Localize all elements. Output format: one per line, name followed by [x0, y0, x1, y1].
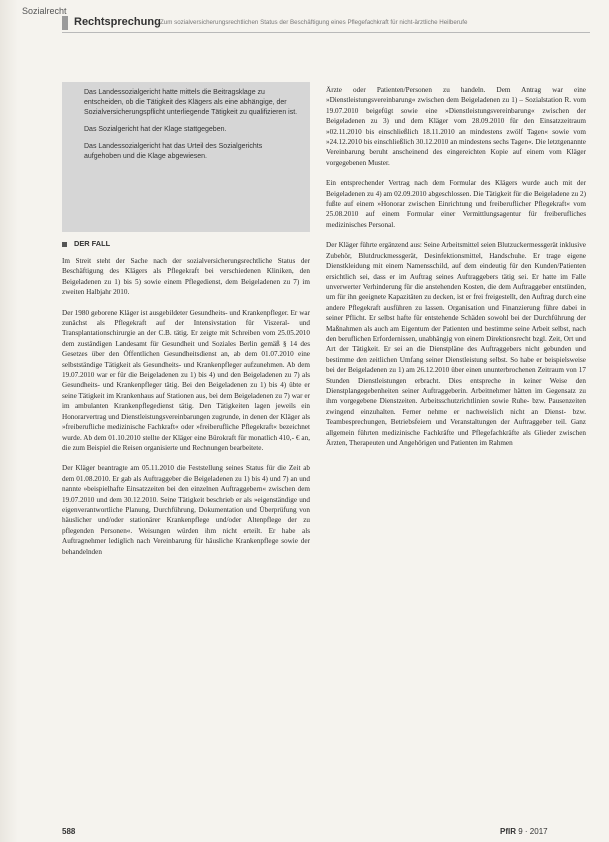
body-paragraph: Ärzte oder Patienten/Personen zu handeln. Dem Antrag war eine »Dienstleistungsvereinbarung« zwischen dem Beigeladenen zu 1) – Sozialstation R. vom 19.07.2010 beigefügt sowie eine »Dienstleistungsvereinbarung« zwischen der Beigeladenen zu 3) und dem Kläger vom 28.09.2010 für den Einsatzzeitraum »02.11.2010 bis einschließlich 18.11.2010 an mindestens zwölf Tagen« sowie vom »24.12.2010 bis einschließlich 30.12.2010 an mindestens sechs Tagen«. Die letztgenannte Vereinbarung beruht anscheinend des eingereichten Kopie auf einem vom Kläger vorgegebenen Muster.: [326, 86, 586, 167]
header-marker: [62, 16, 68, 30]
summary-box: [62, 82, 310, 232]
section-heading-text: DER FALL: [74, 239, 111, 248]
summary-paragraph: Das Landessozialgericht hatte mittels die Beitragsklage zu entscheiden, ob die Tätigkeit des Klägers als eine abhängige, der Sozialversicherungspflicht unterliegende Tätigkeit zu qualifizieren ist.: [84, 89, 298, 116]
section-label: Sozialrecht: [22, 6, 67, 16]
page-number: 588: [62, 827, 76, 836]
left-column: [62, 256, 310, 567]
body-paragraph: Im Streit steht der Sache nach der sozialversicherungsrechtliche Status der Beschäftigung des Klägers als Pflegekraft bei verschiedenen Kliniken, den Beigeladenen zu 1) bis 5) sowie einem Pflegedienst, dem Beigeladenen zu 7) im zweiten Halbjahr 2010.: [62, 257, 310, 297]
body-paragraph: Der Kläger beantragte am 05.11.2010 die Feststellung seines Status für die Zeit ab dem 01.08.2010. Er gab als Auftraggeber die Beigeladenen zu 1) bis 4) und 7) an und nannte »beispielhafte Einsatzzeiten bei den einzelnen Auftraggebern« zwischen dem 19.07.2010 und dem 30.12.2010. Seine Tätigkeit beschrieb er als »eigenständige und eigenverantwortliche Planung, Durchführung, Dokumentation und Überprüfung von häuslicher und/oder stationärer Krankenpflege und/oder Altenpflege der zu pflegenden Personen«. Weisungen würden ihm nicht erteilt. Er habe als Auftragnehmer lediglich nach Vereinbarung für häusliche Krankenpflege sowie der behandelnden: [62, 464, 310, 556]
journal-issue: 9 · 2017: [518, 827, 548, 836]
header-subtitle: Zum sozialversicherungsrechtlichen Status der Beschäftigung eines Pflegefachkraft für nicht-ärztliche Heilberufe: [160, 19, 468, 26]
summary-paragraph: Das Landessozialgericht hat das Urteil des Sozialgerichts aufgehoben und die Klage abgewiesen.: [84, 142, 263, 160]
header-title: Rechtsprechung: [74, 16, 161, 28]
journal-name: PflR: [500, 827, 516, 836]
right-column: [326, 85, 586, 458]
bullet-square-icon: [62, 242, 67, 247]
header-rule: [62, 32, 590, 33]
body-paragraph: Ein entsprechender Vertrag nach dem Formular des Klägers wurde auch mit der Beigeladenen zu 4) am 02.09.2010 abgeschlossen. Die Tätigkeit für die Beigeladene zu 2) fußte auf einem »Honorar zwischen Einrichtung und freiberuflicher Pflegekraft« vom 25.08.2010 auf einem Formular einer Vermittlungsagentur für freiberufliches medizinisches Personal.: [326, 179, 586, 229]
body-paragraph: Der 1980 geborene Kläger ist ausgebildeter Gesundheits- und Krankenpfleger. Er war zunächst als Pflegekraft auf der Intensivstation für Viszeral- und Transplantationschirurgie an der C.B. tätig. Er zeigte mit Schreiben vom 25.05.2010 dem zuständigen Landesamt für Gesundheit und Soziales Berlin gemäß § 14 des Gesetzes über den Öffentlichen Gesundheitsdienst an, ab dem 01.07.2010 eine selbstständige Tätigkeit als Gesundheits- und Krankenpfleger aufzunehmen. Ab dem 19.07.2010 war er für die Beigeladenen zu 1) bis 4) und den Beigeladenen zu 7) als Gesundheits- und Krankenpfleger tätig. Bei den Beigeladenen zu 1) bis 4) übte er seine Tätigkeit im Krankenhaus auf Stationen aus, bei dem Beigeladenen zu 7) war er im ambulanten Krankenpflegedienst tätig. Den Tätigkeiten lagen jeweils ein Honorarvertrag und Dienstleistungsvereinbarungen zugrunde, in denen der Kläger als »freiberufliche medizinische Fachkraft« oder »freiberufliche Pflegekraft« bezeichnet wurde. Ab dem 01.10.2010 stellte der Kläger eine Bürokraft für monatlich 410,- € an, die zum Beispiel die Reisen organisierte und Rechnungen bearbeitete.: [62, 308, 310, 452]
body-paragraph: Der Kläger führte ergänzend aus: Seine Arbeitsmittel seien Blutzuckermessgerät inklusive Zubehör, Blutdruckmessgerät, Desinfektionsmittel, Handschuhe. Er trage eigene Dienstkleidung mit einem Namensschild, auf dem eindeutig für den Kunden/Patienten ersichtlich sei, dass er im Auftrag seines Auftraggebers tätig sei. Er hatte im Falle unverwerter Verhinderung für die anstehenden Kosten, die dem Auftraggeber entstünden, um für ihn geeignete Kapazitäten zu decken, ist er frei freigestellt, den Auftrag durch eine andere Pflegekraft ausführen zu lassen. Organisation und Finanzierung führe dabei in seiner Pflicht. Er selbst hafte für entstehende Schäden sowohl bei der Durchführung der Maßnahmen als auch am Eigentum der Patienten und bestimme seine Arbeit selbst, nach den beruflichen Erfordernissen, unabhängig von einem Direktionsrecht bzgl. Zeit, Ort und Art der Tätigkeit. Er sei an die Dienstpläne des Auftraggebers nicht gebunden und bestimme den zeitlichen Umfang seiner Dienstleistung selbst. So habe er beispielsweise bei der Beigeladenen zu 1) am 26.12.2010 über einen ununterbrochenen Zeitraum von 17 Stunden Dienstleistungen erbracht. Dies entspreche in keiner Weise den Dienstplangegebenheiten seiner Auftraggeberin. Arbeitnehmer hätten im Gegensatz zu ihm vorgegebene Dienstzeiten. Arbeitsschutzrichtlinien sowie Ruhe- bzw. Pausenzeiten zwingend einzuhalten. Ferner nehme er nachweislich nicht an Dienst- bzw. Teambesprechungen, Betriebsfeiern und Veranstaltungen der Auftraggeber teil. Ganz allgemein führten medizinische Fachkräfte und Pflegefachkräfte als Glieder zwischen Ärzten, Therapeuten und Angehörigen und Patienten im Rahmen: [326, 241, 586, 447]
section-heading: [62, 239, 110, 248]
summary-paragraph: Das Sozialgericht hat der Klage stattgegeben.: [84, 125, 227, 133]
journal-reference: [500, 827, 548, 836]
